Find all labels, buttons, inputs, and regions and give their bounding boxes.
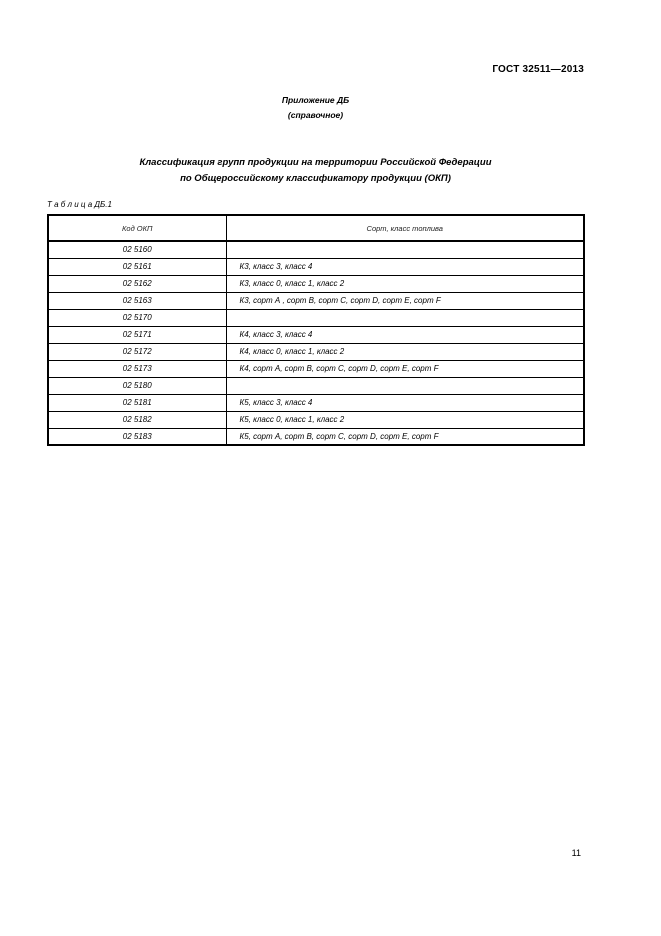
page-number: 11 [571,848,581,858]
okp-code-cell: 02 5170 [48,309,226,326]
table-row [48,292,584,309]
table-header-row [48,215,584,241]
column-header-fuel-class: Сорт, класс топлива [226,215,584,241]
table-row [48,428,584,445]
table-body [48,241,584,445]
page-title-line1: Классификация групп продукции на территории Российской Федерации [139,157,492,168]
table-row [48,241,584,258]
fuel-class-cell [226,309,584,326]
column-header-okp-code: Код ОКП [48,215,226,241]
okp-code-cell: 02 5180 [48,377,226,394]
fuel-class-cell [226,377,584,394]
okp-code-cell: 02 5173 [48,360,226,377]
annex-subtitle: (справочное) [287,110,344,120]
table-row [48,377,584,394]
fuel-class-cell: К3, класс 0, класс 1, класс 2 [226,275,584,292]
okp-code-cell: 02 5181 [48,394,226,411]
page-title-line2: по Общероссийскому классификатору продукции (ОКП) [180,173,451,184]
table-caption: Т а б л и ц а ДБ.1 [47,200,112,209]
okp-code-cell: 02 5171 [48,326,226,343]
okp-code-cell: 02 5163 [48,292,226,309]
fuel-class-cell: К4, класс 0, класс 1, класс 2 [226,343,584,360]
okp-code-cell: 02 5161 [48,258,226,275]
annex-title: Приложение ДБ [281,95,350,105]
table-row [48,326,584,343]
fuel-class-cell: К3, класс 3, класс 4 [226,258,584,275]
okp-code-cell: 02 5162 [48,275,226,292]
fuel-class-cell: К3, сорт А , сорт В, сорт С, сорт D, сорт Е, сорт F [226,292,584,309]
fuel-class-cell: К4, класс 3, класс 4 [226,326,584,343]
okp-classification-table [47,214,585,446]
okp-code-cell: 02 5182 [48,411,226,428]
table-row [48,394,584,411]
okp-code-cell: 02 5183 [48,428,226,445]
okp-code-cell: 02 5160 [48,241,226,258]
fuel-class-cell: К5, класс 3, класс 4 [226,394,584,411]
document-code: ГОСТ 32511—2013 [492,64,584,75]
table-row [48,309,584,326]
fuel-class-cell: К5, класс 0, класс 1, класс 2 [226,411,584,428]
page-title [47,155,584,187]
fuel-class-cell: К5, сорт А, сорт В, сорт С, сорт D, сорт Е, сорт F [226,428,584,445]
annex-block [47,93,584,123]
table-row [48,411,584,428]
table-row [48,258,584,275]
fuel-class-cell: К4, сорт А, сорт В, сорт С, сорт D, сорт Е, сорт F [226,360,584,377]
table-row [48,360,584,377]
table-row [48,275,584,292]
table-row [48,343,584,360]
fuel-class-cell [226,241,584,258]
okp-code-cell: 02 5172 [48,343,226,360]
